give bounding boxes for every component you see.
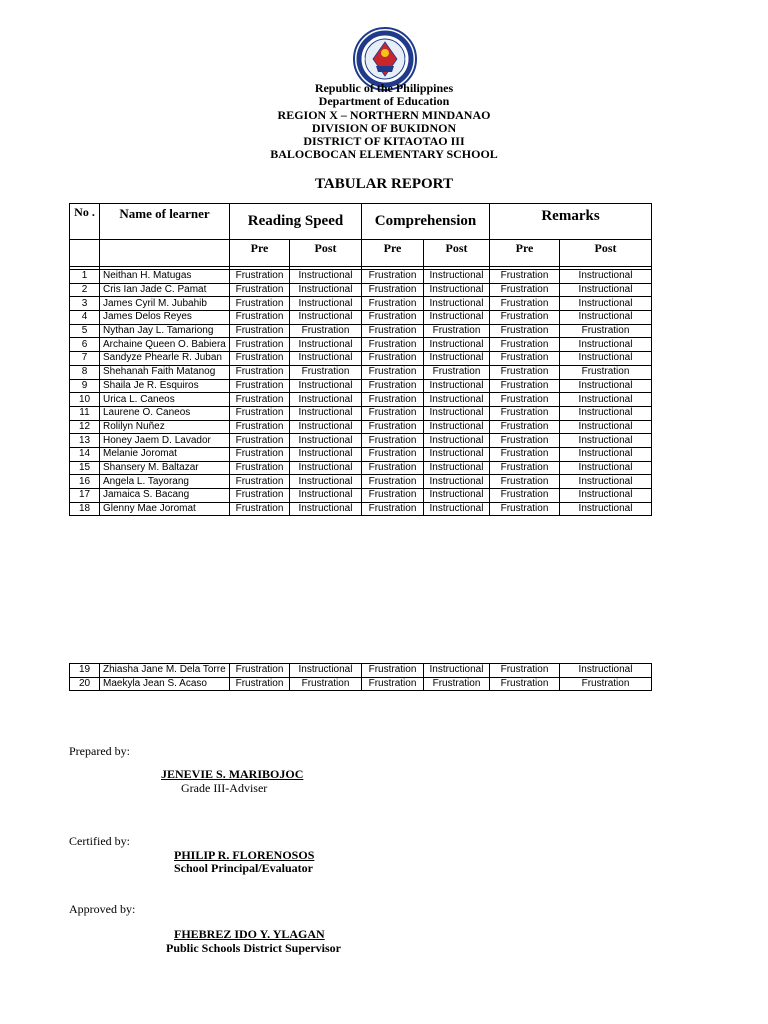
- header-line-republic: Republic of the Philippines: [314, 81, 454, 95]
- learner-name: Angela L. Tayorang: [100, 475, 230, 489]
- table-header-row: [70, 204, 652, 240]
- assessment-cell: Frustration: [560, 677, 652, 691]
- assessment-cell: Instructional: [290, 393, 362, 407]
- prepared-by-title: Grade III-Adviser: [181, 781, 268, 795]
- col-subheader-empty: [70, 240, 100, 267]
- assessment-cell: Frustration: [560, 324, 652, 338]
- assessment-cell: Frustration: [230, 447, 290, 461]
- assessment-cell: Frustration: [490, 489, 560, 503]
- assessment-cell: Frustration: [490, 475, 560, 489]
- certified-by-label: Certified by:: [69, 834, 130, 848]
- certified-by-title: School Principal/Evaluator: [174, 861, 314, 875]
- col-subheader-remarks-pre: Pre: [490, 240, 560, 267]
- assessment-cell: Frustration: [290, 324, 362, 338]
- table-row: [70, 447, 652, 461]
- assessment-cell: Frustration: [230, 406, 290, 420]
- table-row: [70, 406, 652, 420]
- row-number: 12: [70, 420, 100, 434]
- col-subheader-comprehension-pre: Pre: [362, 240, 424, 267]
- table-row: [70, 283, 652, 297]
- assessment-cell: Frustration: [230, 475, 290, 489]
- assessment-cell: Instructional: [424, 393, 490, 407]
- assessment-cell: Frustration: [362, 297, 424, 311]
- table-row: [70, 379, 652, 393]
- assessment-cell: Frustration: [424, 677, 490, 691]
- col-header-remarks: Remarks: [490, 204, 652, 240]
- learner-name: Melanie Joromat: [100, 447, 230, 461]
- learner-name: Cris Ian Jade C. Pamat: [100, 283, 230, 297]
- table-row: [70, 324, 652, 338]
- table-body: [70, 270, 652, 516]
- assessment-cell: Instructional: [290, 379, 362, 393]
- assessment-cell: Instructional: [424, 406, 490, 420]
- table-row: [70, 475, 652, 489]
- assessment-cell: Instructional: [560, 352, 652, 366]
- assessment-cell: Frustration: [362, 379, 424, 393]
- col-subheader-remarks-post: Post: [560, 240, 652, 267]
- prepared-by-label: Prepared by:: [69, 744, 130, 758]
- header-line-region: REGION X – NORTHERN MINDANAO: [277, 107, 491, 122]
- row-number: 20: [70, 677, 100, 691]
- assessment-cell: Instructional: [290, 664, 362, 678]
- row-number: 9: [70, 379, 100, 393]
- assessment-cell: Frustration: [362, 406, 424, 420]
- row-number: 7: [70, 352, 100, 366]
- assessment-cell: Instructional: [560, 393, 652, 407]
- assessment-cell: Frustration: [230, 311, 290, 325]
- assessment-cell: Frustration: [230, 434, 290, 448]
- assessment-cell: Instructional: [424, 297, 490, 311]
- prepared-by-name: JENEVIE S. MARIBOJOC: [161, 767, 304, 781]
- row-number: 13: [70, 434, 100, 448]
- table-row: [70, 393, 652, 407]
- assessment-cell: Instructional: [290, 489, 362, 503]
- assessment-cell: Frustration: [490, 270, 560, 284]
- assessment-cell: Frustration: [230, 461, 290, 475]
- assessment-cell: Frustration: [490, 338, 560, 352]
- assessment-cell: Frustration: [362, 664, 424, 678]
- row-number: 15: [70, 461, 100, 475]
- learner-name: Shansery M. Baltazar: [100, 461, 230, 475]
- header-line-division: DIVISION OF BUKIDNON: [311, 120, 457, 135]
- assessment-cell: Instructional: [424, 502, 490, 516]
- assessment-cell: Instructional: [424, 311, 490, 325]
- learner-name: Zhiasha Jane M. Dela Torre: [100, 664, 230, 678]
- assessment-cell: Frustration: [362, 311, 424, 325]
- learner-name: James Cyril M. Jubahib: [100, 297, 230, 311]
- assessment-cell: Instructional: [560, 297, 652, 311]
- assessment-cell: Frustration: [490, 283, 560, 297]
- learner-name: Glenny Mae Joromat: [100, 502, 230, 516]
- table-row: [70, 420, 652, 434]
- approved-by-label: Approved by:: [69, 902, 136, 916]
- certified-by-name: PHILIP R. FLORENOSOS: [174, 848, 315, 862]
- learner-name: Shehanah Faith Matanog: [100, 365, 230, 379]
- assessment-cell: Instructional: [290, 434, 362, 448]
- assessment-cell: Instructional: [290, 352, 362, 366]
- table-row: [70, 270, 652, 284]
- row-number: 1: [70, 270, 100, 284]
- assessment-cell: Frustration: [362, 677, 424, 691]
- row-number: 4: [70, 311, 100, 325]
- assessment-cell: Frustration: [230, 502, 290, 516]
- learner-name: Maekyla Jean S. Acaso: [100, 677, 230, 691]
- header-line-school: BALOCBOCAN ELEMENTARY SCHOOL: [270, 147, 498, 162]
- assessment-cell: Frustration: [490, 677, 560, 691]
- assessment-cell: Frustration: [490, 297, 560, 311]
- assessment-cell: Frustration: [490, 461, 560, 475]
- assessment-cell: Frustration: [362, 502, 424, 516]
- col-subheader-empty: [100, 240, 230, 267]
- assessment-cell: Frustration: [490, 379, 560, 393]
- assessment-cell: Instructional: [424, 434, 490, 448]
- assessment-cell: Frustration: [362, 434, 424, 448]
- assessment-cell: Instructional: [424, 420, 490, 434]
- assessment-cell: Instructional: [424, 352, 490, 366]
- report-table: [69, 203, 652, 516]
- assessment-cell: Frustration: [490, 324, 560, 338]
- assessment-cell: Frustration: [560, 365, 652, 379]
- table-row: [70, 677, 652, 691]
- assessment-cell: Frustration: [230, 677, 290, 691]
- assessment-cell: Instructional: [560, 311, 652, 325]
- assessment-cell: Instructional: [290, 447, 362, 461]
- learner-name: Shaila Je R. Esquiros: [100, 379, 230, 393]
- learner-name: Nythan Jay L. Tamariong: [100, 324, 230, 338]
- table-row: [70, 338, 652, 352]
- assessment-cell: Frustration: [362, 475, 424, 489]
- assessment-cell: Instructional: [290, 475, 362, 489]
- assessment-cell: Instructional: [424, 461, 490, 475]
- learner-name: Archaine Queen O. Babiera: [100, 338, 230, 352]
- assessment-cell: Instructional: [424, 489, 490, 503]
- assessment-cell: Frustration: [424, 324, 490, 338]
- assessment-cell: Instructional: [290, 297, 362, 311]
- row-number: 19: [70, 664, 100, 678]
- approved-by-name: FHEBREZ IDO Y. YLAGAN: [174, 927, 325, 941]
- assessment-cell: Instructional: [290, 406, 362, 420]
- table-subheader-row: [70, 240, 652, 267]
- col-header-name: Name of learner: [100, 204, 230, 240]
- table-row: [70, 489, 652, 503]
- assessment-cell: Frustration: [290, 677, 362, 691]
- assessment-cell: Frustration: [230, 324, 290, 338]
- row-number: 11: [70, 406, 100, 420]
- table-row: [70, 664, 652, 678]
- col-subheader-comprehension-post: Post: [424, 240, 490, 267]
- header-line-district: DISTRICT OF KITAOTAO III: [303, 134, 465, 149]
- learner-name: Neithan H. Matugas: [100, 270, 230, 284]
- approved-by-title: Public Schools District Supervisor: [166, 941, 342, 955]
- assessment-cell: Frustration: [230, 379, 290, 393]
- assessment-cell: Instructional: [560, 475, 652, 489]
- table-row: [70, 311, 652, 325]
- assessment-cell: Frustration: [362, 338, 424, 352]
- assessment-cell: Instructional: [424, 283, 490, 297]
- assessment-cell: Instructional: [290, 283, 362, 297]
- assessment-cell: Frustration: [490, 365, 560, 379]
- assessment-cell: Frustration: [230, 352, 290, 366]
- row-number: 3: [70, 297, 100, 311]
- assessment-cell: Frustration: [490, 502, 560, 516]
- table-row: [70, 365, 652, 379]
- col-subheader-reading-pre: Pre: [230, 240, 290, 267]
- assessment-cell: Frustration: [490, 420, 560, 434]
- assessment-cell: Instructional: [424, 338, 490, 352]
- assessment-cell: Frustration: [490, 352, 560, 366]
- assessment-cell: Instructional: [560, 489, 652, 503]
- assessment-cell: Frustration: [230, 338, 290, 352]
- document-header: [0, 82, 768, 162]
- assessment-cell: Instructional: [560, 406, 652, 420]
- assessment-cell: Instructional: [424, 447, 490, 461]
- learner-name: Urica L. Caneos: [100, 393, 230, 407]
- table-row: [70, 297, 652, 311]
- header-line-department: Department of Education: [318, 94, 450, 109]
- row-number: 8: [70, 365, 100, 379]
- learner-name: Jamaica S. Bacang: [100, 489, 230, 503]
- assessment-cell: Frustration: [362, 447, 424, 461]
- col-subheader-reading-post: Post: [290, 240, 362, 267]
- assessment-cell: Frustration: [230, 664, 290, 678]
- learner-name: Laurene O. Caneos: [100, 406, 230, 420]
- assessment-cell: Instructional: [290, 502, 362, 516]
- assessment-cell: Instructional: [560, 283, 652, 297]
- assessment-cell: Frustration: [490, 311, 560, 325]
- assessment-cell: Frustration: [490, 393, 560, 407]
- assessment-cell: Frustration: [362, 461, 424, 475]
- assessment-cell: Instructional: [560, 270, 652, 284]
- row-number: 17: [70, 489, 100, 503]
- learner-name: Sandyze Phearle R. Juban: [100, 352, 230, 366]
- learner-name: Rolilyn Nuñez: [100, 420, 230, 434]
- assessment-cell: Instructional: [424, 664, 490, 678]
- row-number: 18: [70, 502, 100, 516]
- assessment-cell: Frustration: [230, 270, 290, 284]
- table-row: [70, 434, 652, 448]
- assessment-cell: Instructional: [424, 475, 490, 489]
- assessment-cell: Frustration: [362, 352, 424, 366]
- assessment-cell: Frustration: [490, 447, 560, 461]
- report-title: TABULAR REPORT: [315, 176, 453, 192]
- assessment-cell: Instructional: [560, 664, 652, 678]
- col-header-no: No .: [70, 204, 100, 240]
- table-row: [70, 502, 652, 516]
- assessment-cell: Frustration: [490, 434, 560, 448]
- assessment-cell: Frustration: [490, 406, 560, 420]
- assessment-cell: Frustration: [362, 365, 424, 379]
- assessment-cell: Frustration: [362, 393, 424, 407]
- row-number: 6: [70, 338, 100, 352]
- assessment-cell: Instructional: [560, 461, 652, 475]
- assessment-cell: Frustration: [362, 270, 424, 284]
- assessment-cell: Frustration: [362, 489, 424, 503]
- row-number: 14: [70, 447, 100, 461]
- assessment-cell: Instructional: [560, 447, 652, 461]
- report-table-continued: [69, 663, 652, 691]
- assessment-cell: Instructional: [290, 420, 362, 434]
- assessment-cell: Frustration: [362, 324, 424, 338]
- assessment-cell: Frustration: [362, 420, 424, 434]
- row-number: 5: [70, 324, 100, 338]
- assessment-cell: Instructional: [560, 338, 652, 352]
- assessment-cell: Instructional: [560, 379, 652, 393]
- assessment-cell: Frustration: [230, 365, 290, 379]
- table-row: [70, 461, 652, 475]
- assessment-cell: Frustration: [490, 664, 560, 678]
- assessment-cell: Frustration: [230, 393, 290, 407]
- row-number: 10: [70, 393, 100, 407]
- row-number: 2: [70, 283, 100, 297]
- assessment-cell: Frustration: [424, 365, 490, 379]
- assessment-cell: Frustration: [230, 489, 290, 503]
- table-body-continued: [70, 664, 652, 691]
- assessment-cell: Frustration: [230, 420, 290, 434]
- assessment-cell: Frustration: [230, 283, 290, 297]
- assessment-cell: Frustration: [290, 365, 362, 379]
- col-header-reading-speed: Reading Speed: [230, 204, 362, 240]
- assessment-cell: Instructional: [290, 338, 362, 352]
- assessment-cell: Instructional: [290, 461, 362, 475]
- row-number: 16: [70, 475, 100, 489]
- assessment-cell: Frustration: [230, 297, 290, 311]
- learner-name: James Delos Reyes: [100, 311, 230, 325]
- assessment-cell: Instructional: [560, 434, 652, 448]
- assessment-cell: Instructional: [290, 270, 362, 284]
- assessment-cell: Instructional: [424, 270, 490, 284]
- assessment-cell: Frustration: [362, 283, 424, 297]
- assessment-cell: Instructional: [290, 311, 362, 325]
- table-row: [70, 352, 652, 366]
- learner-name: Honey Jaem D. Lavador: [100, 434, 230, 448]
- assessment-cell: Instructional: [424, 379, 490, 393]
- assessment-cell: Instructional: [560, 502, 652, 516]
- col-header-comprehension: Comprehension: [362, 204, 490, 240]
- assessment-cell: Instructional: [560, 420, 652, 434]
